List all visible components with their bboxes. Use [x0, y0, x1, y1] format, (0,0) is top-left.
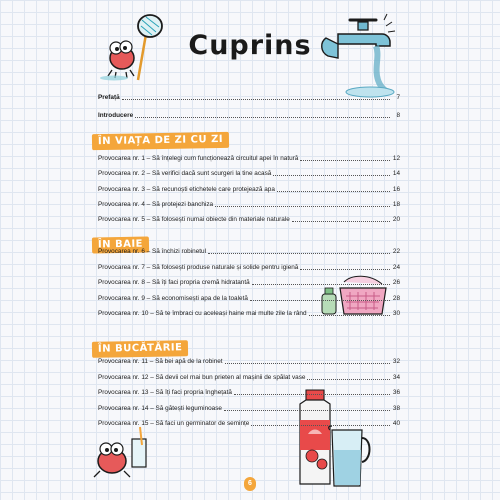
toc-item-label: Provocarea nr. 1 – Să înțelegi cum funcționează circuitul apei în natură — [98, 155, 299, 162]
dot-leader — [234, 394, 390, 395]
dot-leader — [277, 191, 390, 192]
dot-leader — [225, 363, 390, 364]
toc-item-label: Provocarea nr. 5 – Să folosești numai obiecte din materiale naturale — [98, 216, 290, 223]
dot-leader — [300, 269, 390, 270]
toc-item[interactable] — [98, 387, 400, 397]
toc-item-page: 40 — [392, 420, 400, 427]
toc-item-label: Provocarea nr. 4 – Să protejezi banchiza — [98, 201, 214, 208]
toc-item[interactable] — [98, 199, 400, 209]
toc-item-label: Provocarea nr. 13 – Să îți faci propria înghețată — [98, 389, 232, 396]
dot-leader — [224, 410, 390, 411]
dot-leader — [215, 206, 390, 207]
toc-item[interactable] — [98, 153, 400, 163]
dot-leader — [251, 425, 390, 426]
page-title: Cuprins — [188, 30, 312, 61]
toc-item[interactable] — [98, 308, 400, 318]
toc-item-page: 28 — [392, 295, 400, 302]
toc-item[interactable] — [98, 403, 400, 413]
toc-item-label: Prefață — [98, 94, 120, 101]
toc-item-label: Provocarea nr. 12 – Să devii cel mai bun prieten al mașinii de spălat vase — [98, 374, 306, 381]
toc-item-page: 8 — [396, 112, 400, 119]
toc-item-page: 16 — [392, 186, 400, 193]
toc-item-page: 38 — [392, 405, 400, 412]
toc-item-label: Provocarea nr. 11 – Să bei apă de la robinet — [98, 358, 223, 365]
toc-item-page: 7 — [396, 94, 400, 101]
toc-item-page: 22 — [392, 248, 400, 255]
toc-item[interactable] — [98, 277, 400, 287]
toc-item-introducere[interactable] — [98, 110, 400, 120]
dot-leader — [122, 99, 390, 100]
toc-item-page: 20 — [392, 216, 400, 223]
toc-item-label: Provocarea nr. 6 – Să închizi robinetul — [98, 248, 206, 255]
faucet-icon — [318, 12, 398, 100]
toc-item[interactable] — [98, 293, 400, 303]
toc-item[interactable] — [98, 372, 400, 382]
toc-item[interactable] — [98, 214, 400, 224]
section-heading: ÎN VIAȚA DE ZI CU ZI — [92, 132, 229, 150]
toc-item-label: Provocarea nr. 2 – Să verifici dacă sunt scurgeri la tine acasă — [98, 170, 272, 177]
toc-item-label: Provocarea nr. 14 – Să gătești leguminoase — [98, 405, 222, 412]
toc-item[interactable] — [98, 418, 400, 428]
dot-leader — [250, 300, 390, 301]
dot-leader — [300, 160, 390, 161]
section-heading: ÎN BUCĂTĂRIE — [92, 340, 189, 358]
toc-item[interactable] — [98, 184, 400, 194]
bug-with-cup-icon — [86, 425, 156, 483]
dot-leader — [135, 117, 390, 118]
toc-item[interactable] — [98, 246, 400, 256]
dot-leader — [252, 284, 390, 285]
water-jug-icon — [326, 426, 376, 488]
dot-leader — [309, 315, 390, 316]
toc-item-label: Provocarea nr. 10 – Să te îmbraci cu aceleași haine mai multe zile la rând — [98, 310, 307, 317]
toc-item-page: 34 — [392, 374, 400, 381]
toc-item-page: 26 — [392, 279, 400, 286]
toc-item[interactable] — [98, 262, 400, 272]
dot-leader — [292, 221, 390, 222]
toc-item-prefata[interactable] — [98, 92, 400, 102]
dot-leader — [208, 253, 390, 254]
toc-item-page: 32 — [392, 358, 400, 365]
toc-item-page: 36 — [392, 389, 400, 396]
page-number-badge: 6 — [244, 477, 256, 491]
dot-leader — [307, 379, 390, 380]
toc-item-label: Introducere — [98, 112, 134, 119]
toc-item-page: 24 — [392, 264, 400, 271]
toc-item[interactable] — [98, 168, 400, 178]
toc-item-page: 14 — [392, 170, 400, 177]
toc-item-page: 12 — [392, 155, 400, 162]
toc-item-label: Provocarea nr. 9 – Să economisești apa de la toaletă — [98, 295, 248, 302]
toc-item-page: 30 — [392, 310, 400, 317]
toc-item-label: Provocarea nr. 8 – Să îți faci propria cremă hidratantă — [98, 279, 250, 286]
bug-with-net-icon — [94, 12, 174, 82]
section-heading: ÎN BAIE — [92, 237, 149, 254]
toc-item-label: Provocarea nr. 3 – Să recunoști etichetele care protejează apa — [98, 186, 275, 193]
toc-item-page: 18 — [392, 201, 400, 208]
dot-leader — [273, 175, 390, 176]
toc-item-label: Provocarea nr. 7 – Să folosești produse naturale și solide pentru igienă — [98, 264, 299, 271]
toc-item-label: Provocarea nr. 15 – Să faci un germinator de semințe — [98, 420, 250, 427]
toc-item[interactable] — [98, 356, 400, 366]
